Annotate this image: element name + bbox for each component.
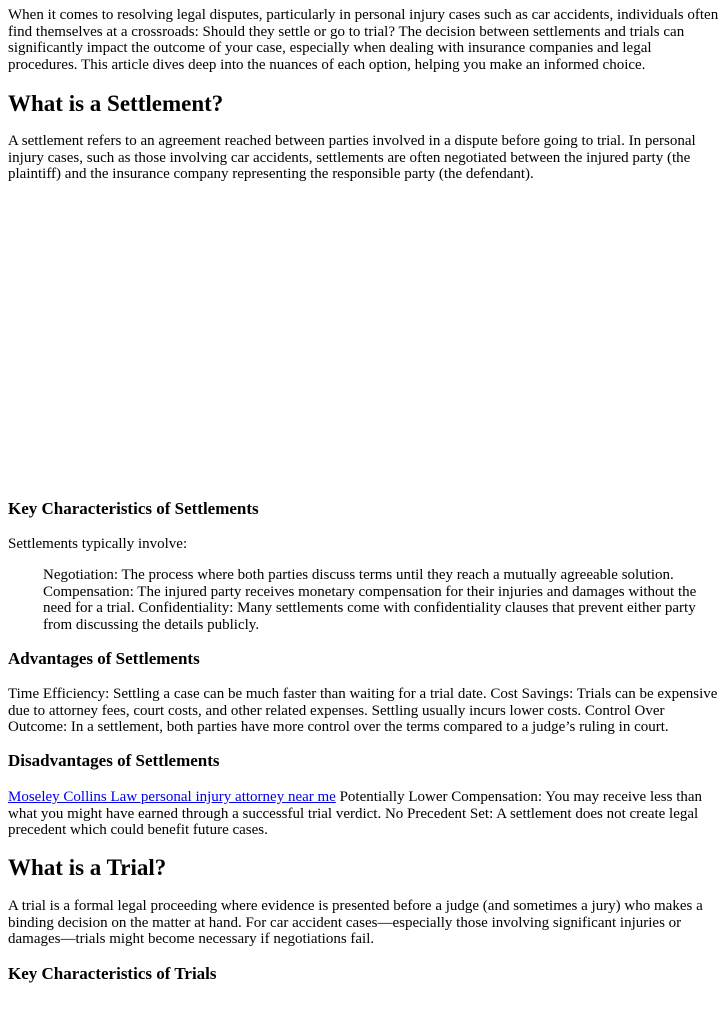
trial-heading: What is a Trial?: [8, 855, 167, 880]
intro-paragraph: When it comes to resolving legal disputes, particularly in personal injury cases such as car accidents, individuals often find themselves at a crossroads: Should they settle or go to trial? The decision between settlements and trials can significantly impact the outcome of your case, especially when dealing with insurance companies and legal procedures. This article dives deep into the nuances of each option, helping you make an informed choice.: [8, 7, 719, 73]
advantages-paragraph: Time Efficiency: Settling a case can be much faster than waiting for a trial date. Cost Savings: Trials can be expensive due to attorney fees, court costs, and other related expenses. Settling usually incurs lower costs. Control Over Outcome: In a settlement, both parties have more control over the terms compared to a judge’s ruling in court.: [8, 686, 718, 736]
trial-paragraph: A trial is a formal legal proceeding where evidence is presented before a judge (and sometimes a jury) who makes a binding decision on the matter at hand. For car accident cases—especially those involving significant injuries or damages—trials might become necessary if negotiations fail.: [8, 898, 703, 948]
disadvantages-text: Potentially Lower Compensation: You may receive less than what you might have earned through a successful trial verdict. No Precedent Set: A settlement does not create legal precedent which could benefit future cases.: [8, 789, 703, 839]
attorney-link[interactable]: Moseley Collins Law personal injury attorney near me: [8, 789, 336, 805]
empty-media-area: [8, 190, 712, 490]
disadvantages-heading: Disadvantages of Settlements: [8, 751, 220, 770]
key-characteristics-heading: Key Characteristics of Settlements: [8, 499, 259, 518]
key-characteristics-blockquote: Negotiation: The process where both parties discuss terms until they reach a mutually agreeable solution. Compensation: The injured party receives monetary compensation for their injuries and damages without the need for a trial. Confidentiality: Many settlements come with confidentiality clauses that prevent either party from discussing the details publicly.: [43, 567, 697, 633]
key-characteristics-lead: Settlements typically involve:: [8, 536, 188, 552]
advantages-heading: Advantages of Settlements: [8, 649, 200, 668]
trial-characteristics-heading: Key Characteristics of Trials: [8, 964, 217, 983]
settlement-paragraph: A settlement refers to an agreement reached between parties involved in a dispute before going to trial. In personal injury cases, such as those involving car accidents, settlements are often negotiated between the injured party (the plaintiff) and the insurance company representing the responsible party (the defendant).: [8, 133, 696, 183]
disadvantages-paragraph: [8, 789, 720, 839]
settlement-heading: What is a Settlement?: [8, 91, 224, 116]
